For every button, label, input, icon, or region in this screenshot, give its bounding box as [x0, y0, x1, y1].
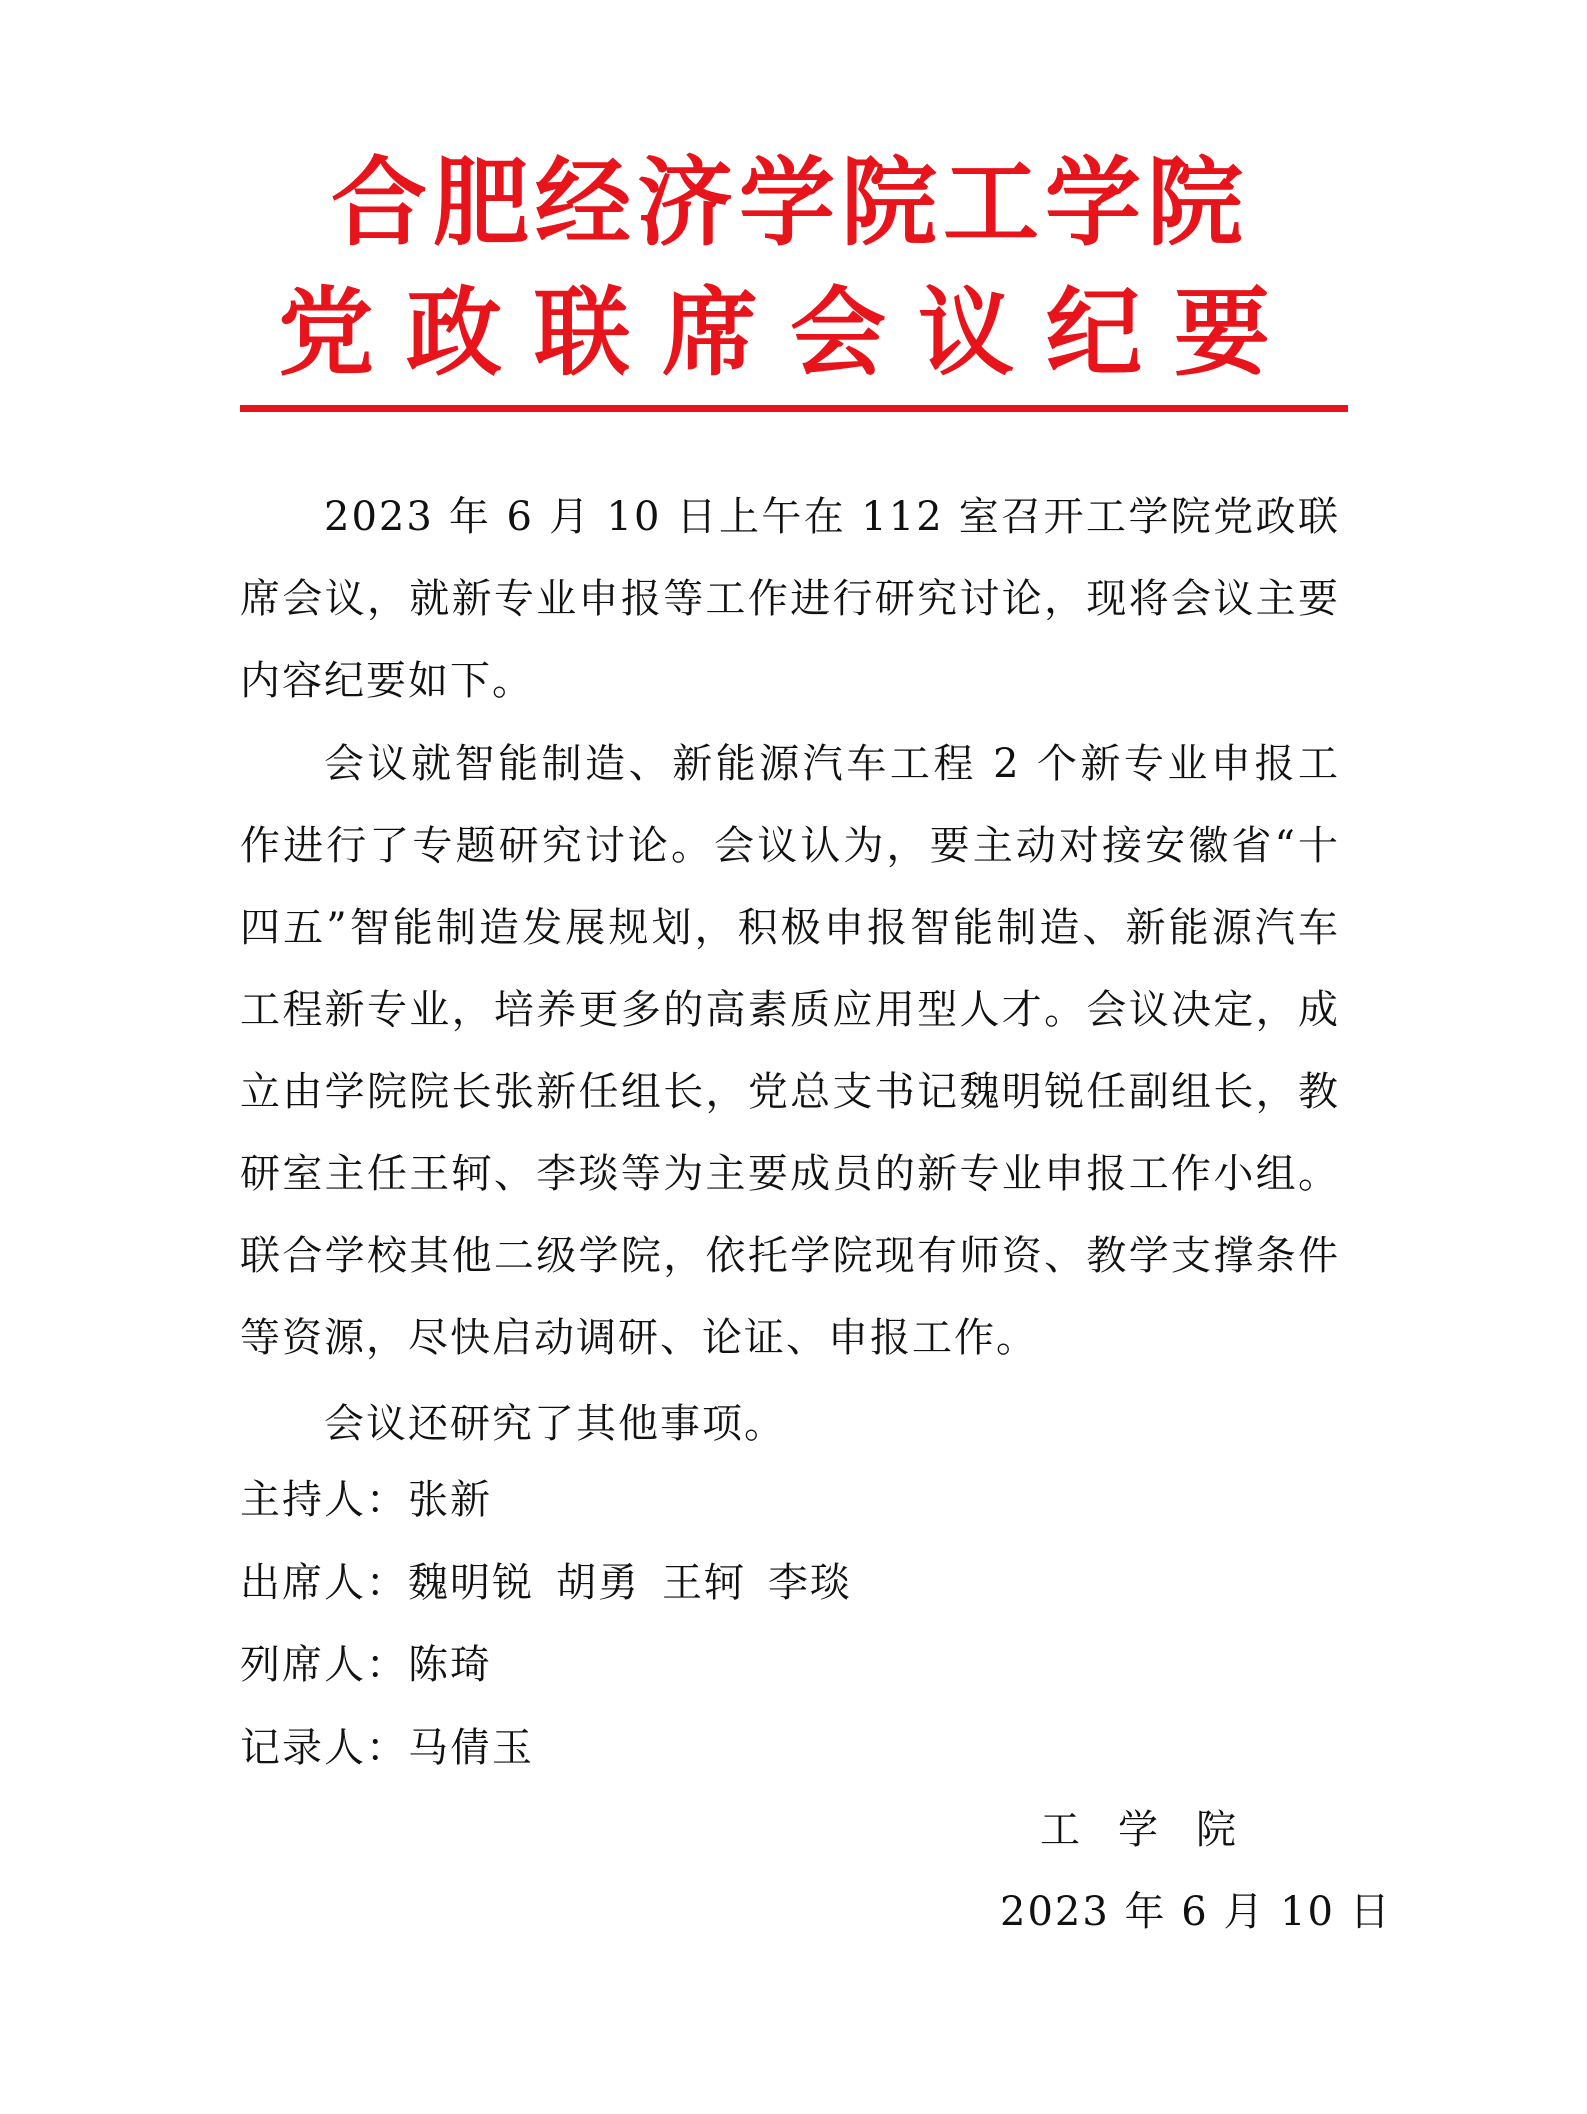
guests-line — [240, 1635, 492, 1695]
attendees-line — [240, 1553, 852, 1613]
body-paragraph-intro: 2023 年 6 月 10 日上午在 112 室召开工学院党政联席会议，就新专业申报等工作进行研究讨论，现将会议主要内容纪要如下。 — [240, 494, 1340, 704]
host-name: 张新 — [408, 1477, 492, 1523]
guests-label: 列席人： — [240, 1642, 408, 1688]
signature-organization: 工学院 — [1040, 1807, 1274, 1853]
attendees-label: 出席人： — [240, 1560, 408, 1606]
recorder-name: 马倩玉 — [408, 1725, 534, 1771]
document-title-line2: 党政联席会议纪要 — [278, 277, 1302, 389]
host-label: 主持人： — [240, 1477, 408, 1523]
attendee-name: 李琰 — [768, 1560, 852, 1606]
attendee-name: 魏明锐 — [408, 1560, 534, 1606]
body-paragraph-decision: 会议就智能制造、新能源汽车工程 2 个新专业申报工作进行了专题研究讨论。会议认为，要主动对接安徽省“十四五”智能制造发展规划，积极申报智能制造、新能源汽车工程新专业，培养更多的高素质应用型人才。会议决定，成立由学院院长张新任组长，党总支书记魏明锐任副组长，教研室主任王轲、李琰等为主要成员的新专业申报工作小组。联合学校其他二级学院，依托学院现有师资、教学支撑条件等资源，尽快启动调研、论证、申报工作。 — [240, 741, 1340, 1361]
attendee-name: 胡勇 — [556, 1560, 640, 1606]
recorder-label: 记录人： — [240, 1725, 408, 1771]
signature-date: 2023 年 6 月 10 日 — [1000, 1889, 1392, 1935]
host-line — [240, 1470, 492, 1530]
document-title-line1: 合肥经济学院工学院 — [331, 147, 1249, 259]
attendee-name: 王轲 — [662, 1560, 746, 1606]
guest-name: 陈琦 — [408, 1642, 492, 1688]
body-paragraph-other: 会议还研究了其他事项。 — [324, 1401, 786, 1447]
red-header-rule — [240, 405, 1348, 412]
recorder-line — [240, 1718, 534, 1778]
